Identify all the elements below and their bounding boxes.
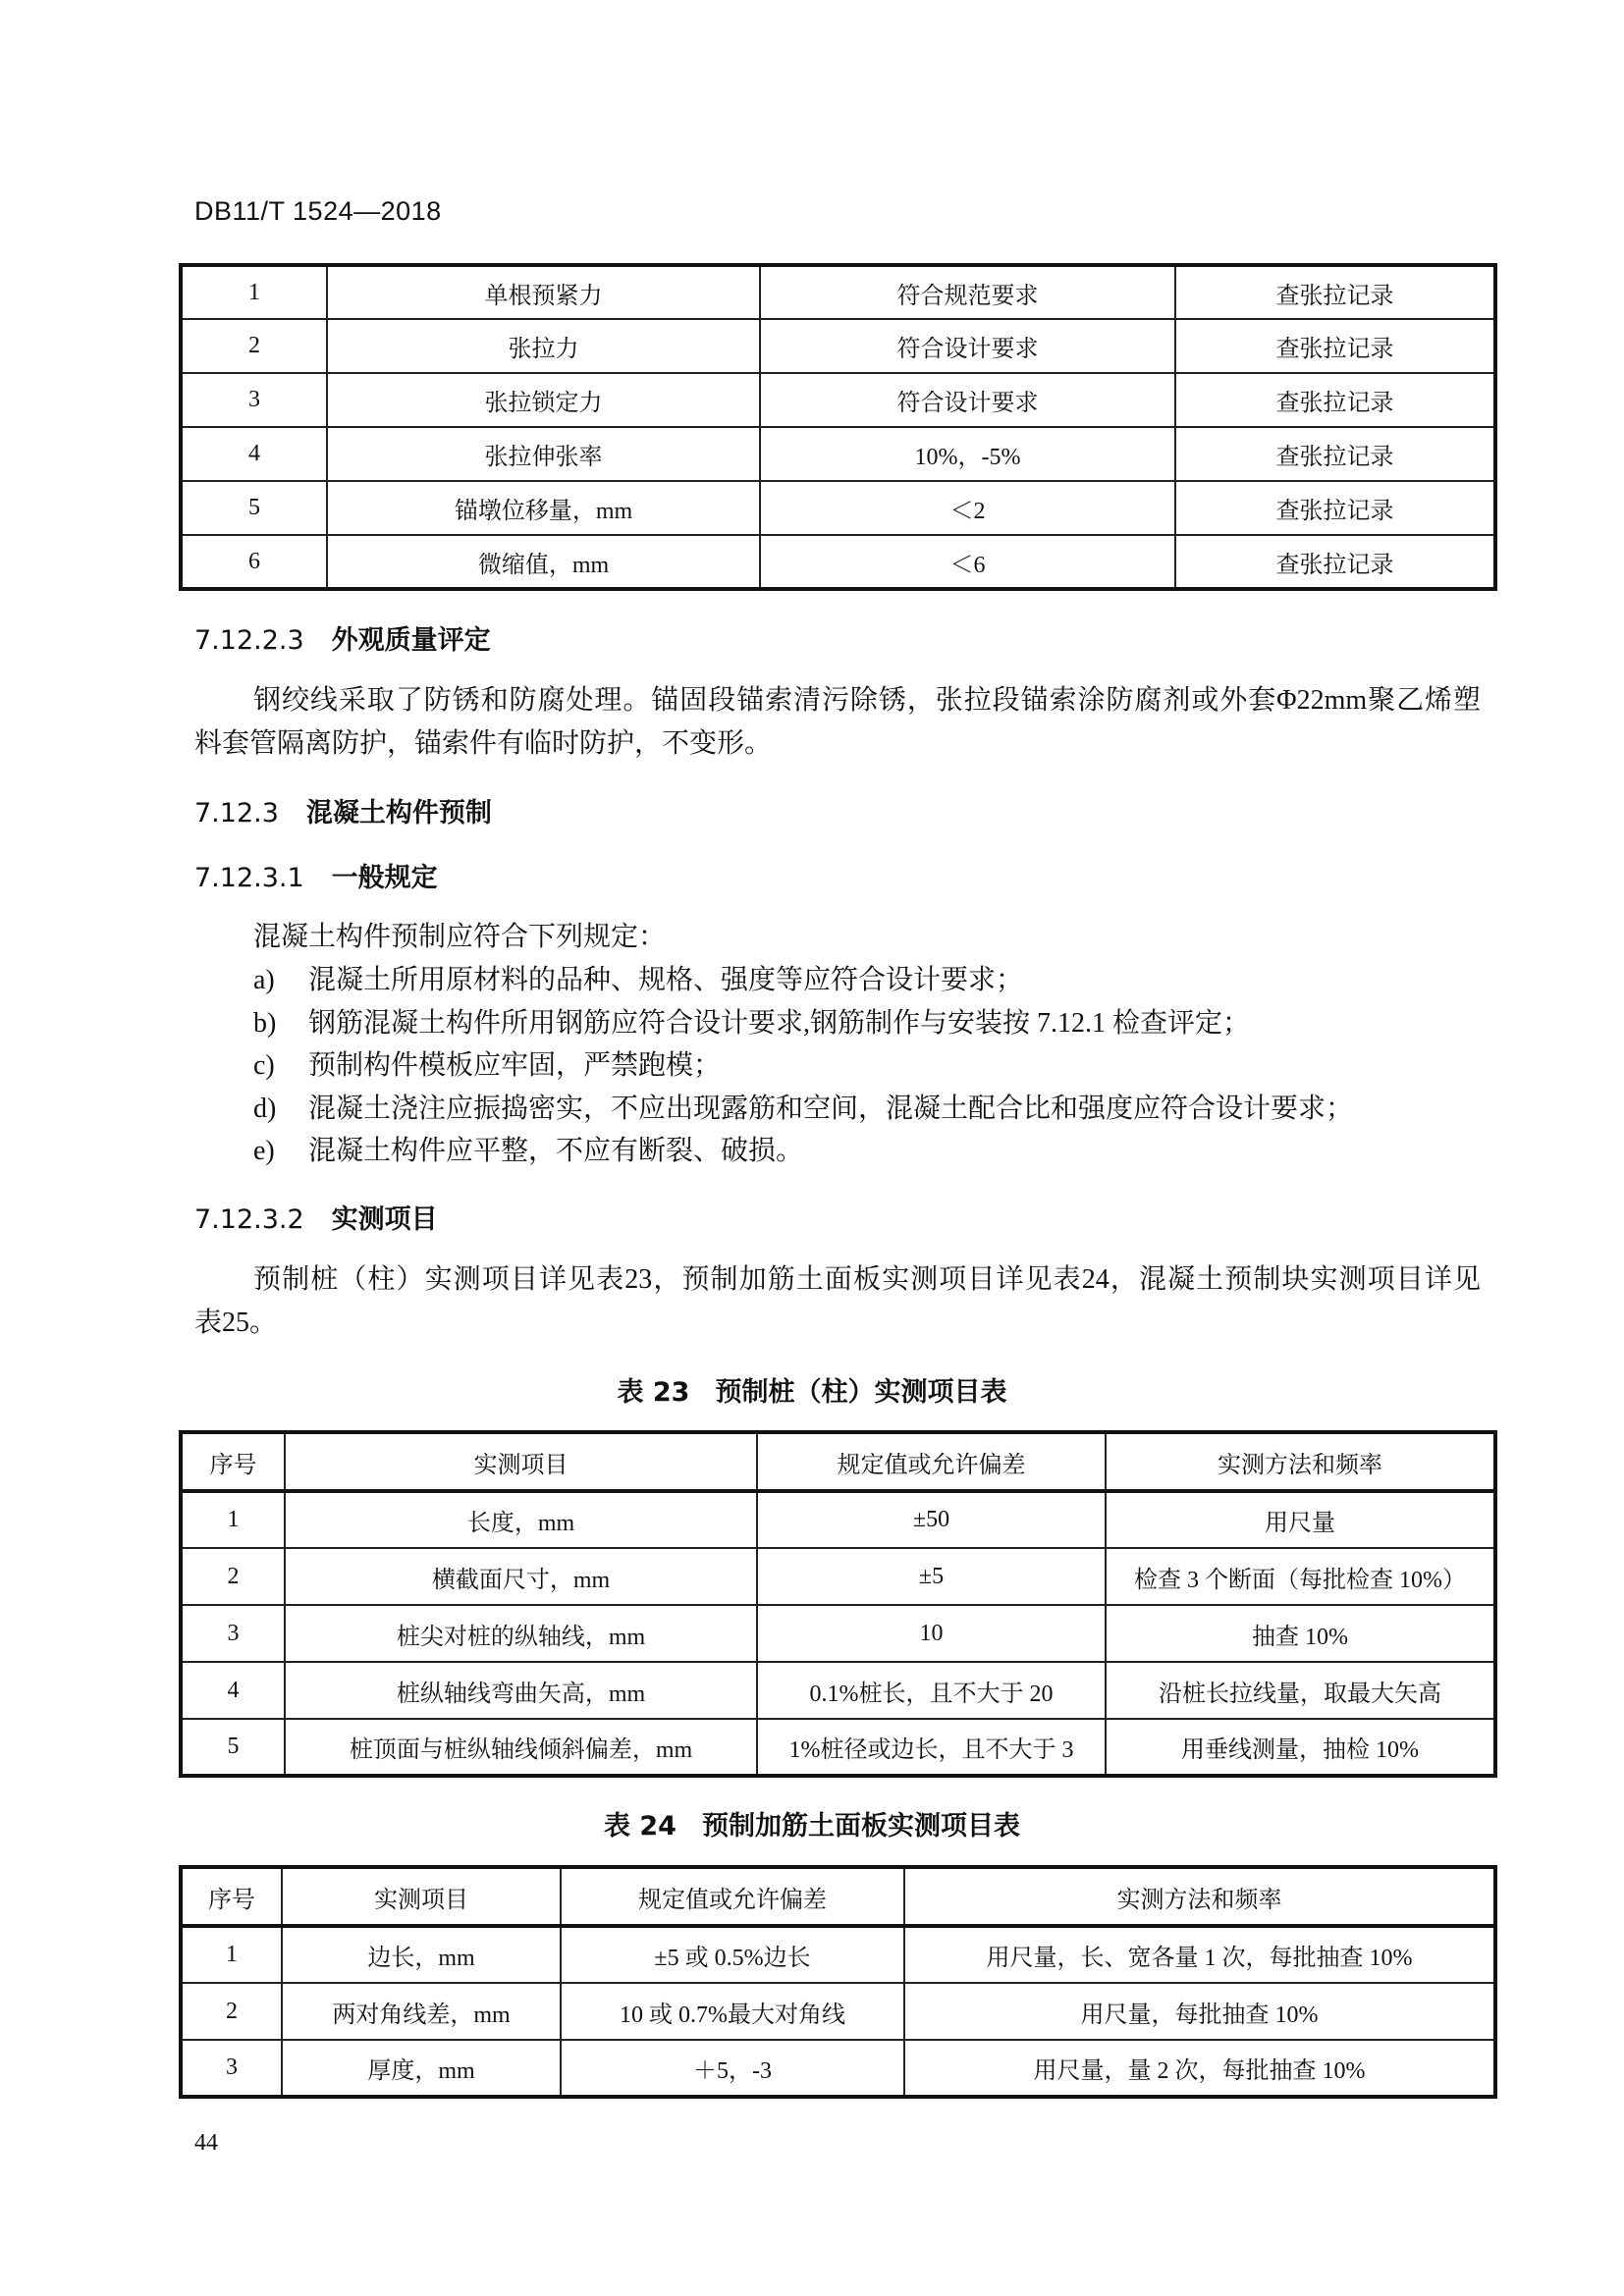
section-title: 外观质量评定 (331, 625, 491, 656)
paragraph-line: 预制桩（柱）实测项目详见表23，预制加筋土面板实测项目详见表24，混凝土预制块实测项目详见 (253, 1264, 1481, 1295)
table-cell: ＜2 (760, 481, 1175, 535)
list-marker: d) (253, 1093, 277, 1124)
column-header: 规定值或允许偏差 (561, 1867, 904, 1926)
list-text: 钢筋混凝土构件所用钢筋应符合设计要求,钢筋制作与安装按 7.12.1 检查评定； (308, 1007, 1251, 1039)
column-header: 实测方法和频率 (904, 1867, 1495, 1926)
table-cell: 用尺量，每批抽查 10% (904, 1983, 1495, 2040)
list-marker: b) (253, 1007, 277, 1039)
table-number: 表 24 (604, 1811, 677, 1842)
column-header: 序号 (181, 1867, 282, 1926)
table-cell: 沿桩长拉线量，取最大矢高 (1106, 1662, 1495, 1719)
table-cell: 6 (181, 535, 327, 589)
list-text: 预制构件模板应牢固，严禁跑模； (308, 1050, 722, 1081)
table-cell: 10%，-5% (760, 427, 1175, 481)
table-cell: 查张拉记录 (1175, 427, 1495, 481)
list-marker: e) (253, 1136, 275, 1166)
table-cell: 长度，mm (285, 1491, 757, 1548)
table-cell: 桩顶面与桩纵轴线倾斜偏差，mm (285, 1719, 757, 1776)
table-number: 表 23 (617, 1377, 690, 1408)
table-cell: 单根预紧力 (327, 265, 760, 319)
table-row (181, 1719, 1495, 1776)
table-cell: 用垂线测量，抽检 10% (1106, 1719, 1495, 1776)
table-caption (0, 1370, 1624, 1409)
table-caption (0, 1804, 1624, 1842)
column-header: 序号 (181, 1432, 285, 1491)
table-cell: 用尺量 (1106, 1491, 1495, 1548)
column-header: 规定值或允许偏差 (757, 1432, 1106, 1491)
page-number: 44 (194, 2130, 218, 2156)
section-number: 7.12.3 (194, 798, 279, 828)
table-row (181, 1926, 1495, 1983)
table-cell: 4 (181, 1662, 285, 1719)
table-cell: 抽查 10% (1106, 1605, 1495, 1662)
table-row (181, 427, 1495, 481)
table-row (181, 1548, 1495, 1605)
tension-table (179, 263, 1497, 591)
table-cell: 符合设计要求 (760, 373, 1175, 427)
table-row (181, 319, 1495, 373)
table-cell: 查张拉记录 (1175, 481, 1495, 535)
table-row (181, 1605, 1495, 1662)
table-cell: 3 (181, 2040, 282, 2097)
table-cell: 张拉力 (327, 319, 760, 373)
table-cell: 1 (181, 1491, 285, 1548)
table-cell: 2 (181, 1983, 282, 2040)
table-row (181, 265, 1495, 319)
table-24 (179, 1865, 1497, 2099)
table-cell: 1%桩径或边长，且不大于 3 (757, 1719, 1106, 1776)
list-text: 混凝土所用原材料的品种、规格、强度等应符合设计要求； (308, 965, 1024, 995)
table-cell: 检查 3 个断面（每批检查 10%） (1106, 1548, 1495, 1605)
list-text: 混凝土构件应平整，不应有断裂、破损。 (308, 1136, 804, 1166)
table-header-row (181, 1432, 1495, 1491)
table-cell: 查张拉记录 (1175, 373, 1495, 427)
column-header: 实测项目 (285, 1432, 757, 1491)
table-cell: 张拉锁定力 (327, 373, 760, 427)
table-cell: ±50 (757, 1491, 1106, 1548)
table-cell: ±5 (757, 1548, 1106, 1605)
list-item (253, 1130, 803, 1173)
table-cell: ＋5，-3 (561, 2040, 904, 2097)
list-text: 混凝土浇注应振捣密实，不应出现露筋和空间，混凝土配合比和强度应符合设计要求； (308, 1093, 1354, 1124)
table-cell: ＜6 (760, 535, 1175, 589)
table-cell: 2 (181, 1548, 285, 1605)
table-cell: 用尺量，长、宽各量 1 次，每批抽查 10% (904, 1926, 1495, 1983)
column-header: 实测方法和频率 (1106, 1432, 1495, 1491)
column-header: 实测项目 (282, 1867, 561, 1926)
table-row (181, 1491, 1495, 1548)
table-cell: 1 (181, 1926, 282, 1983)
table-cell: 查张拉记录 (1175, 535, 1495, 589)
table-cell: 0.1%桩长，且不大于 20 (757, 1662, 1106, 1719)
table-cell: 边长，mm (282, 1926, 561, 1983)
table-cell: 锚墩位移量，mm (327, 481, 760, 535)
table-cell: 查张拉记录 (1175, 265, 1495, 319)
list-marker: a) (253, 965, 275, 995)
table-cell: 桩纵轴线弯曲矢高，mm (285, 1662, 757, 1719)
section-title: 混凝土构件预制 (305, 798, 492, 828)
table-row (181, 373, 1495, 427)
table-cell: ±5 或 0.5%边长 (561, 1926, 904, 1983)
table-row (181, 1662, 1495, 1719)
table-cell: 横截面尺寸，mm (285, 1548, 757, 1605)
table-cell: 5 (181, 481, 327, 535)
table-header-row (181, 1867, 1495, 1926)
table-cell: 3 (181, 1605, 285, 1662)
section-title: 实测项目 (331, 1204, 438, 1235)
list-marker: c) (253, 1050, 275, 1081)
table-cell: 4 (181, 427, 327, 481)
list-item (253, 1044, 721, 1088)
table-cell: 2 (181, 319, 327, 373)
list-intro: 混凝土构件预制应符合下列规定： (253, 922, 667, 952)
table-cell: 3 (181, 373, 327, 427)
table-row (181, 535, 1495, 589)
table-title: 预制加筋土面板实测项目表 (701, 1811, 1020, 1842)
paragraph-line: 钢绞线采取了防锈和防腐处理。锚固段锚索清污除锈，张拉段锚索涂防腐剂或外套Φ22mm聚乙烯塑 (253, 685, 1481, 716)
table-cell: 微缩值，mm (327, 535, 760, 589)
table-cell: 10 (757, 1605, 1106, 1662)
section-number: 7.12.2.3 (194, 625, 304, 656)
table-row (181, 481, 1495, 535)
table-title: 预制桩（柱）实测项目表 (715, 1377, 1007, 1408)
section-heading (194, 791, 492, 829)
table-cell: 厚度，mm (282, 2040, 561, 2097)
table-cell: 两对角线差，mm (282, 1983, 561, 2040)
section-title: 一般规定 (331, 863, 438, 893)
table-cell: 符合规范要求 (760, 265, 1175, 319)
table-row (181, 1983, 1495, 2040)
table-cell: 张拉伸张率 (327, 427, 760, 481)
list-item (253, 959, 1023, 1002)
paragraph-line: 表25。 (194, 1308, 278, 1338)
table-cell: 符合设计要求 (760, 319, 1175, 373)
section-heading (194, 618, 491, 657)
table-cell: 1 (181, 265, 327, 319)
section-heading (194, 1198, 438, 1236)
paragraph-line: 料套管隔离防护，锚索件有临时防护，不变形。 (194, 728, 773, 759)
table-cell: 5 (181, 1719, 285, 1776)
list-item (253, 1088, 1353, 1131)
table-cell: 桩尖对桩的纵轴线，mm (285, 1605, 757, 1662)
section-heading (194, 856, 438, 894)
document-code-header: DB11/T 1524—2018 (194, 196, 442, 226)
table-cell: 查张拉记录 (1175, 319, 1495, 373)
table-23 (179, 1430, 1497, 1778)
table-cell: 用尺量，量 2 次，每批抽查 10% (904, 2040, 1495, 2097)
list-item (253, 1002, 1250, 1045)
table-row (181, 2040, 1495, 2097)
section-number: 7.12.3.2 (194, 1204, 304, 1235)
table-cell: 10 或 0.7%最大对角线 (561, 1983, 904, 2040)
section-number: 7.12.3.1 (194, 863, 304, 893)
